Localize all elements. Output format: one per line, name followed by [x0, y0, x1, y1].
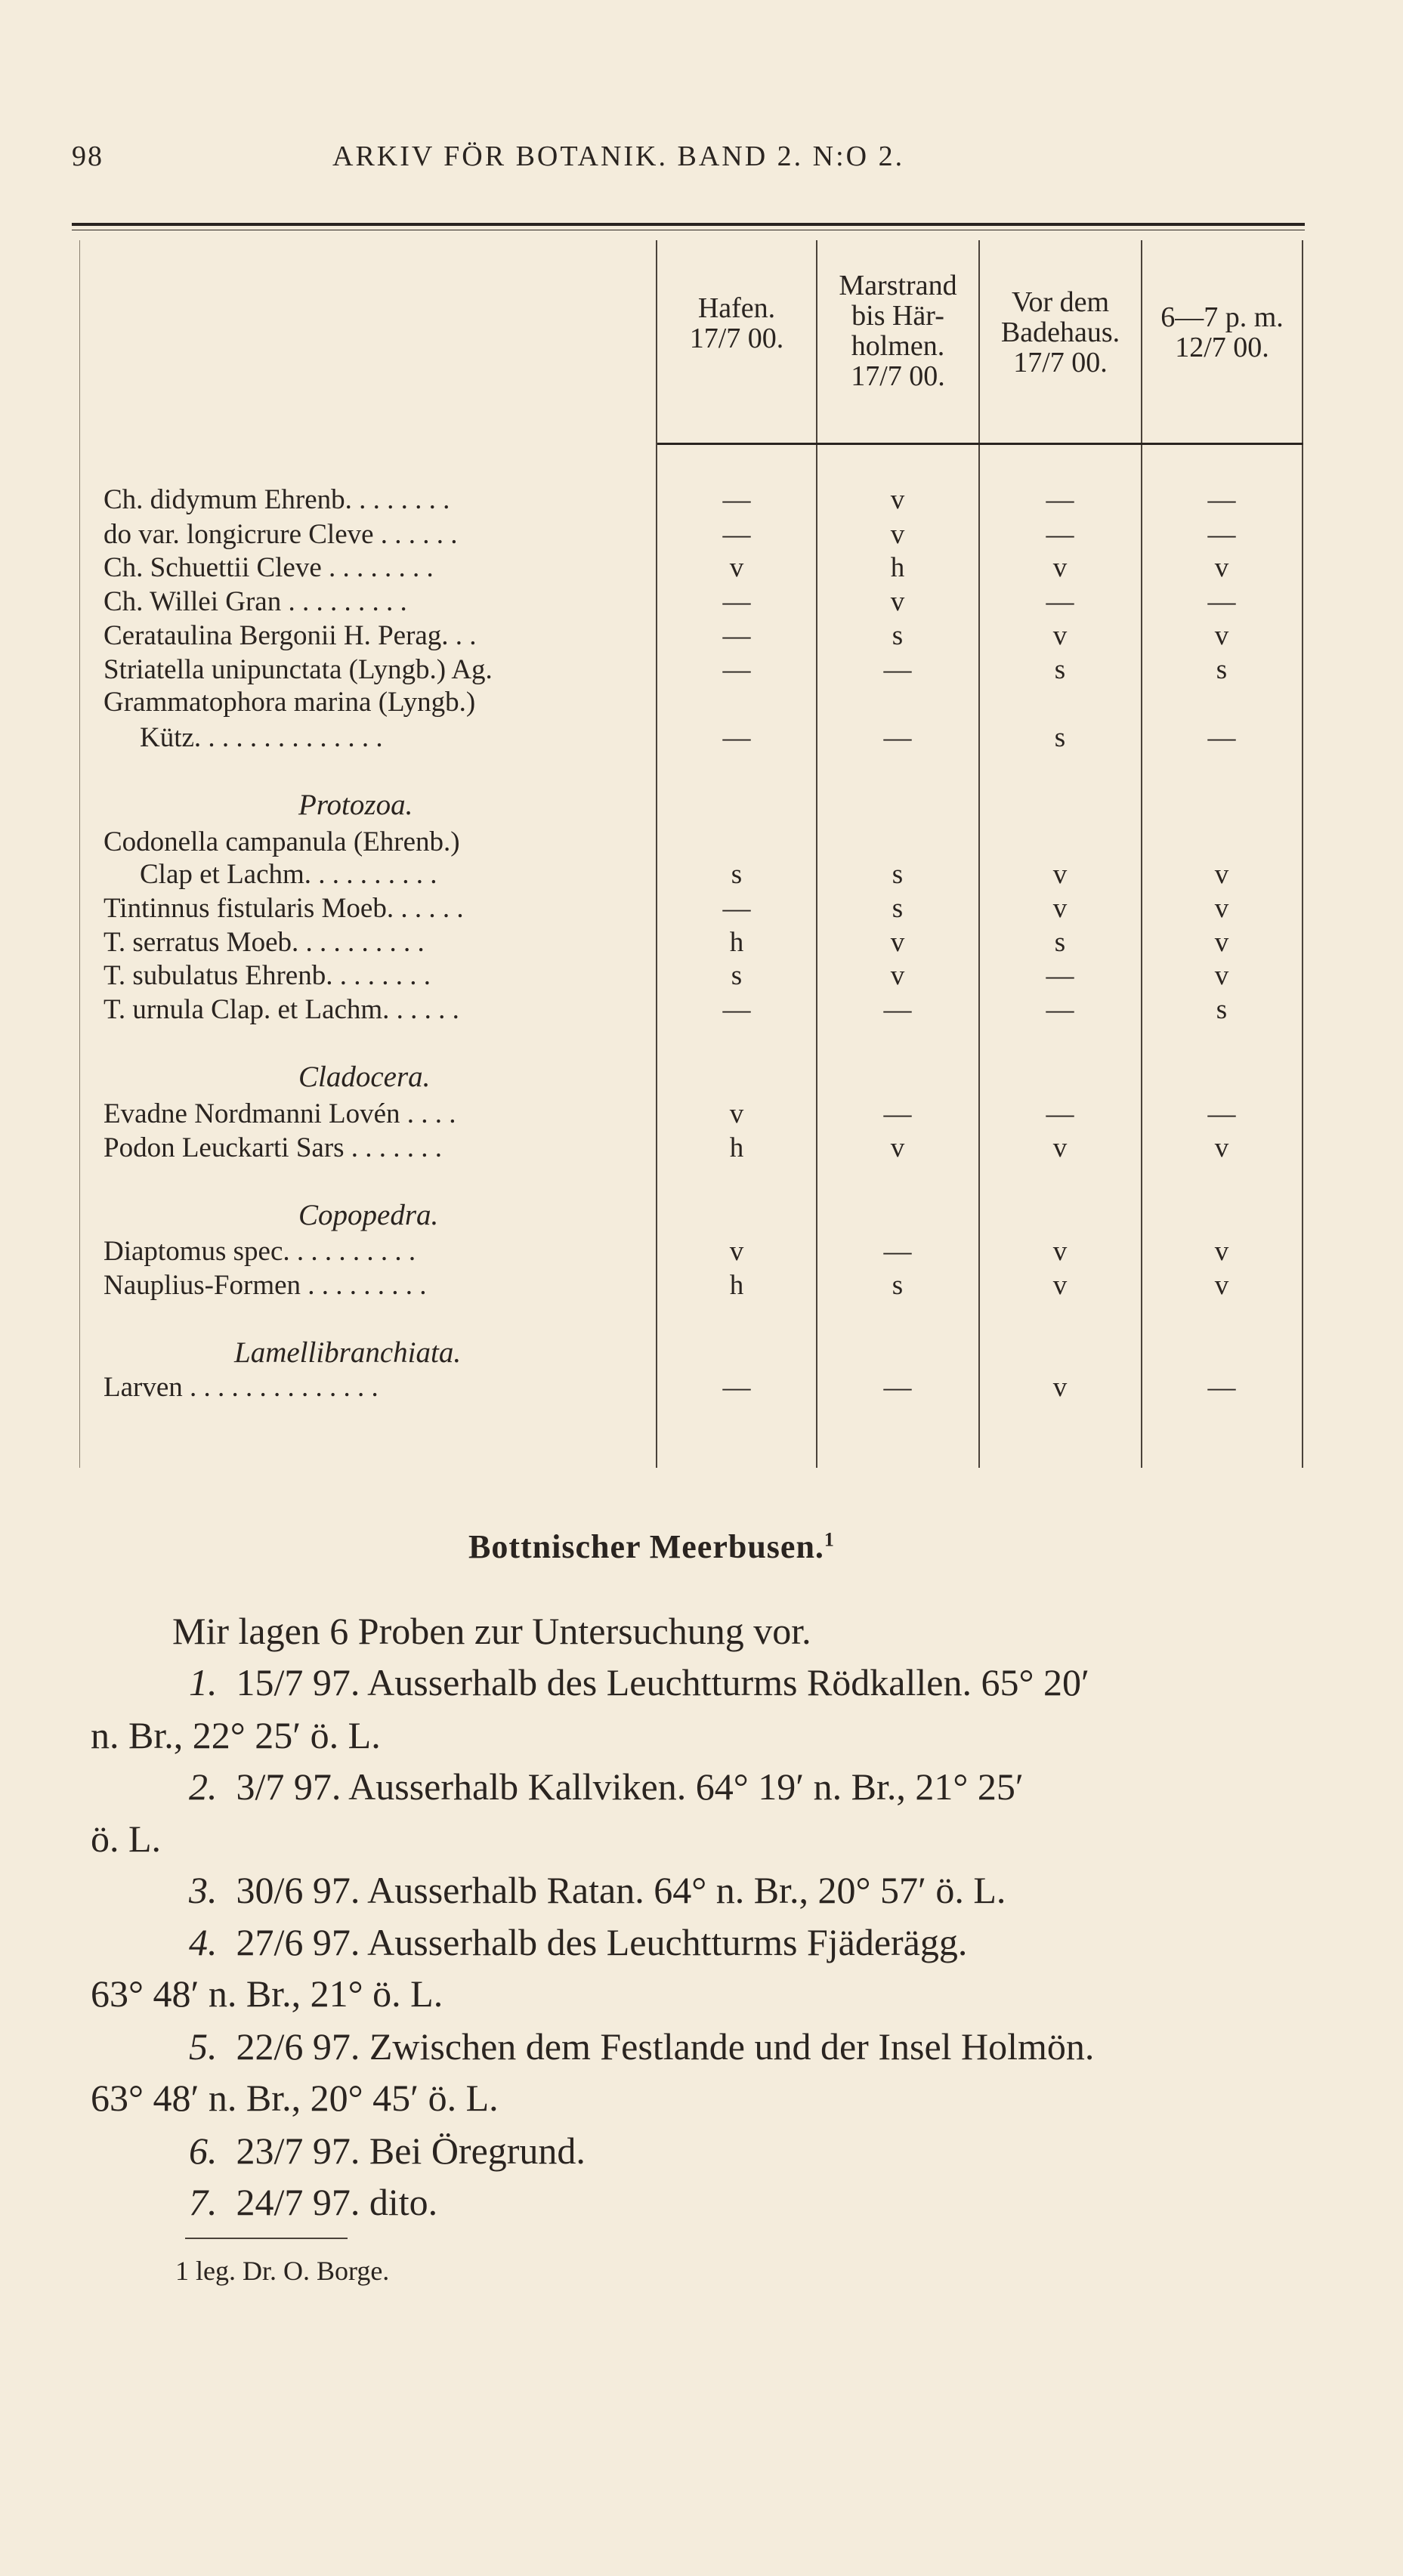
abundance-cell: v	[890, 586, 905, 617]
table-row	[79, 858, 1303, 893]
table-row	[79, 959, 1303, 994]
species-name: Cerataulina Bergonii H. Perag. . .	[104, 620, 477, 651]
abundance-cell: —	[722, 994, 751, 1025]
abundance-cell: —	[1046, 586, 1074, 617]
table-section-label: Lamellibranchiata.	[234, 1336, 462, 1369]
table-row	[79, 619, 1303, 654]
abundance-cell: v	[890, 484, 905, 515]
text-line	[172, 1609, 811, 1653]
abundance-cell: —	[1046, 519, 1074, 550]
abundance-cell: —	[722, 893, 751, 924]
running-head	[72, 140, 1281, 178]
abundance-cell: h	[890, 552, 905, 583]
text-content: 30/6 97. Ausserhalb Ratan. 64° n. Br., 20° 57′ ö. L.	[236, 1869, 1006, 1911]
table-row	[79, 653, 1303, 688]
text-content: Mir lagen 6 Proben zur Untersuchung vor.	[172, 1610, 811, 1652]
text-line	[189, 1765, 1024, 1808]
abundance-cell: v	[729, 1098, 744, 1129]
abundance-cell: —	[1207, 586, 1236, 617]
abundance-cell: v	[1052, 1132, 1068, 1163]
abundance-cell: v	[729, 552, 744, 583]
table-row	[79, 892, 1303, 927]
abundance-cell: v	[1214, 552, 1229, 583]
table-row	[79, 518, 1303, 553]
species-name: Diaptomus spec. . . . . . . . . .	[104, 1236, 416, 1267]
species-name: Kütz. . . . . . . . . . . . . .	[140, 722, 383, 753]
header-underline	[657, 443, 1303, 445]
abundance-cell: —	[1207, 519, 1236, 550]
abundance-cell: —	[1046, 960, 1074, 991]
species-name: T. subulatus Ehrenb. . . . . . . .	[104, 960, 431, 991]
abundance-cell: v	[890, 519, 905, 550]
table-row	[79, 1098, 1303, 1132]
table-row	[79, 1235, 1303, 1270]
text-content: ö. L.	[91, 1818, 162, 1860]
abundance-cell: h	[729, 927, 744, 958]
abundance-cell: s	[1216, 654, 1228, 685]
species-name: Grammatophora marina (Lyngb.)	[104, 687, 476, 718]
abundance-cell: h	[729, 1270, 744, 1301]
species-name: Ch. didymum Ehrenb. . . . . . . .	[104, 484, 450, 515]
text-content: 22/6 97. Zwischen dem Festlande und der Insel Holmön.	[236, 2025, 1095, 2068]
abundance-cell: v	[1052, 1236, 1068, 1267]
abundance-cell: v	[890, 1132, 905, 1163]
abundance-cell: s	[1054, 927, 1066, 958]
species-name: Ch. Schuettii Cleve . . . . . . . .	[104, 552, 434, 583]
species-name: Evadne Nordmanni Lovén . . . .	[104, 1098, 456, 1129]
text-content: 27/6 97. Ausserhalb des Leuchtturms Fjäderägg.	[236, 1921, 968, 1963]
abundance-cell: v	[1052, 1372, 1068, 1403]
abundance-cell: v	[1052, 620, 1068, 651]
abundance-cell: v	[1052, 859, 1068, 890]
journal-title: ARKIV FÖR BOTANIK. BAND 2. N:O 2.	[332, 141, 905, 172]
species-name: Striatella unipunctata (Lyngb.) Ag.	[104, 654, 493, 685]
species-name: Podon Leuckarti Sars . . . . . . .	[104, 1132, 443, 1163]
abundance-cell: v	[1214, 893, 1229, 924]
abundance-cell: v	[1214, 620, 1229, 651]
abundance-cell: —	[883, 1098, 912, 1129]
text-line	[91, 1817, 161, 1861]
text-line	[189, 1868, 1006, 1912]
sample-number: 5.	[189, 2025, 218, 2068]
sample-number: 2.	[189, 1765, 218, 1808]
column-header-hafen: Hafen. 17/7 00.	[689, 292, 784, 354]
species-name: Tintinnus fistularis Moeb. . . . . .	[104, 893, 464, 924]
text-content: 63° 48′ n. Br., 20° 45′ ö. L.	[91, 2077, 499, 2119]
table-section-label: Cladocera.	[298, 1061, 431, 1093]
species-table	[79, 240, 1303, 1468]
column-header-marstrand: Marstrand bis Här- holmen. 17/7 00.	[839, 270, 957, 392]
table-row	[79, 721, 1303, 756]
abundance-cell: s	[1216, 994, 1228, 1025]
species-name: Nauplius-Formen . . . . . . . . .	[104, 1270, 427, 1301]
table-row	[79, 826, 1303, 860]
abundance-cell: —	[1046, 484, 1074, 515]
table-section-label: Protozoa.	[298, 789, 413, 821]
abundance-cell: —	[722, 519, 751, 550]
text-line	[91, 2076, 499, 2120]
text-line	[189, 2180, 437, 2224]
text-content: 3/7 97. Ausserhalb Kallviken. 64° 19′ n. Br., 21° 25′	[236, 1765, 1024, 1808]
species-name: T. urnula Clap. et Lachm. . . . . .	[104, 994, 459, 1025]
abundance-cell: —	[722, 620, 751, 651]
header-rule	[72, 223, 1305, 226]
abundance-cell: v	[890, 927, 905, 958]
abundance-cell: —	[1046, 1098, 1074, 1129]
table-row	[79, 585, 1303, 620]
section-heading: Bottnischer Meerbusen.$^1$	[468, 1528, 835, 1565]
abundance-cell: s	[892, 620, 904, 651]
text-line	[189, 1660, 1089, 1704]
abundance-cell: —	[722, 586, 751, 617]
table-row	[79, 551, 1303, 586]
text-line	[91, 1972, 443, 2015]
abundance-cell: v	[1052, 1270, 1068, 1301]
abundance-cell: v	[729, 1236, 744, 1267]
abundance-cell: s	[731, 859, 743, 890]
abundance-cell: v	[1052, 893, 1068, 924]
sample-number: 3.	[189, 1869, 218, 1911]
abundance-cell: v	[1214, 1270, 1229, 1301]
abundance-cell: s	[1054, 722, 1066, 753]
species-name: Larven . . . . . . . . . . . . . .	[104, 1372, 379, 1403]
text-content: 15/7 97. Ausserhalb des Leuchtturms Rödkallen. 65° 20′	[236, 1661, 1089, 1703]
abundance-cell: s	[731, 960, 743, 991]
text-line	[189, 2025, 1094, 2068]
sample-number: 1.	[189, 1661, 218, 1703]
abundance-cell: —	[722, 654, 751, 685]
species-name: do var. longicrure Cleve . . . . . .	[104, 519, 458, 550]
abundance-cell: s	[892, 893, 904, 924]
abundance-cell: s	[1054, 654, 1066, 685]
abundance-cell: —	[722, 722, 751, 753]
column-header-evening: 6—7 p. m. 12/7 00.	[1160, 301, 1284, 363]
sample-number: 6.	[189, 2130, 218, 2172]
page-number: 98	[72, 141, 104, 172]
abundance-cell: —	[883, 1372, 912, 1403]
table-row	[79, 993, 1303, 1028]
abundance-cell: v	[1214, 1236, 1229, 1267]
abundance-cell: —	[722, 484, 751, 515]
abundance-cell: v	[1214, 859, 1229, 890]
abundance-cell: —	[883, 654, 912, 685]
abundance-cell: h	[729, 1132, 744, 1163]
abundance-cell: —	[1207, 1098, 1236, 1129]
text-content: 23/7 97. Bei Öregrund.	[236, 2130, 586, 2172]
abundance-cell: —	[1207, 722, 1236, 753]
abundance-cell: v	[1214, 1132, 1229, 1163]
table-row	[79, 483, 1303, 518]
table-row	[79, 1132, 1303, 1166]
column-header-badehaus: Vor dem Badehaus. 17/7 00.	[1000, 286, 1120, 378]
sample-number: 7.	[189, 2181, 218, 2223]
table-row	[79, 926, 1303, 961]
footnote-mark: 1	[824, 1528, 835, 1551]
footnote: 1 leg. Dr. O. Borge.	[175, 2256, 390, 2286]
abundance-cell: v	[1214, 960, 1229, 991]
abundance-cell: —	[1046, 994, 1074, 1025]
table-row	[79, 686, 1303, 721]
species-name: Clap et Lachm. . . . . . . . . .	[140, 859, 437, 890]
abundance-cell: s	[892, 859, 904, 890]
text-line	[189, 1920, 967, 1964]
species-name: Codonella campanula (Ehrenb.)	[104, 826, 460, 857]
footnote-rule	[185, 2238, 348, 2239]
table-section-label: Copopedra.	[298, 1199, 439, 1231]
text-line	[189, 2129, 586, 2173]
species-name: T. serratus Moeb. . . . . . . . . .	[104, 927, 425, 958]
abundance-cell: —	[722, 1372, 751, 1403]
text-line	[91, 1713, 381, 1757]
table-row	[79, 1269, 1303, 1304]
sample-number: 4.	[189, 1921, 218, 1963]
text-content: 24/7 97. dito.	[236, 2181, 438, 2223]
abundance-cell: —	[1207, 1372, 1236, 1403]
species-name: Ch. Willei Gran . . . . . . . . .	[104, 586, 407, 617]
text-content: 63° 48′ n. Br., 21° ö. L.	[91, 1972, 443, 2015]
abundance-cell: v	[890, 960, 905, 991]
abundance-cell: —	[883, 1236, 912, 1267]
abundance-cell: —	[883, 994, 912, 1025]
table-row	[79, 1371, 1303, 1406]
abundance-cell: —	[1207, 484, 1236, 515]
text-content: n. Br., 22° 25′ ö. L.	[91, 1714, 381, 1756]
abundance-cell: —	[883, 722, 912, 753]
abundance-cell: s	[892, 1270, 904, 1301]
abundance-cell: v	[1214, 927, 1229, 958]
abundance-cell: v	[1052, 552, 1068, 583]
